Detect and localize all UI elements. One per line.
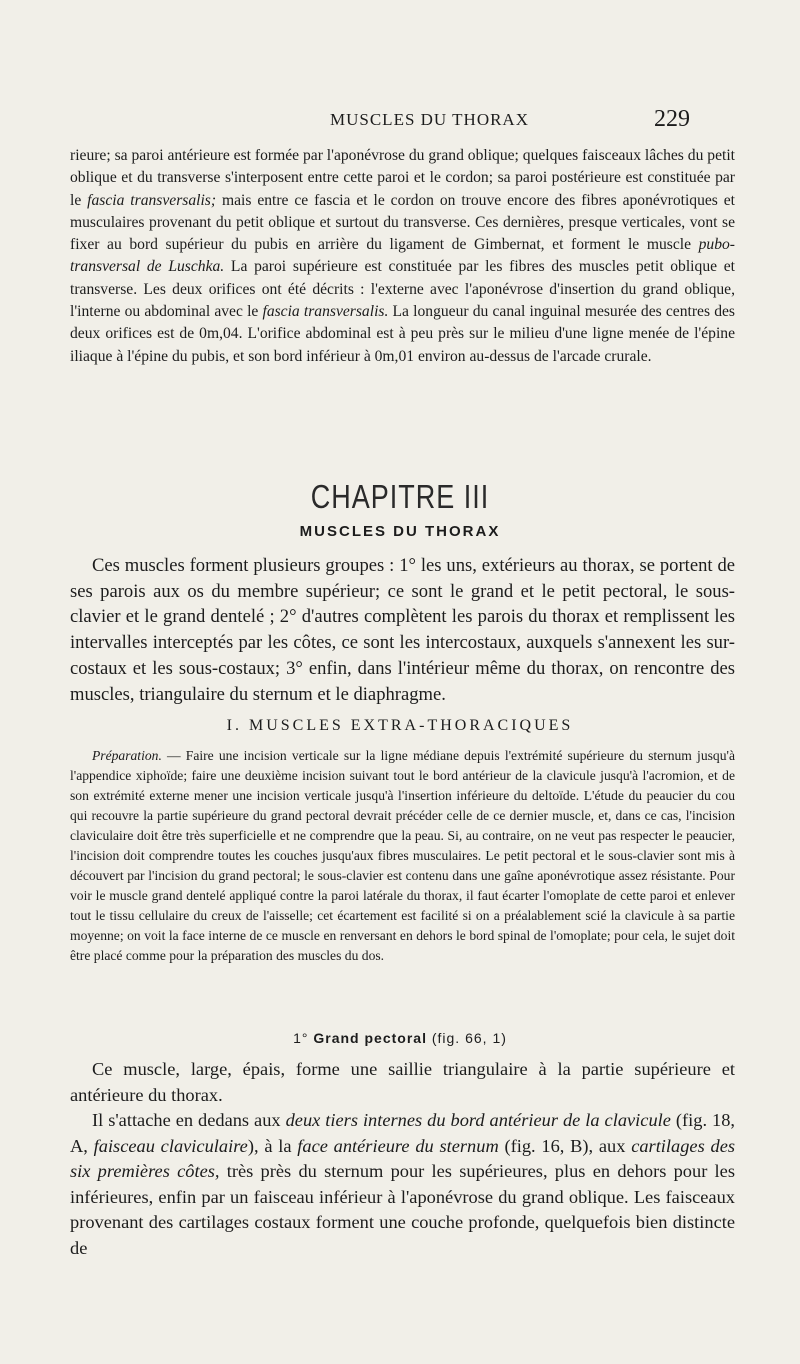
intro-text-4: La longueur du canal inguinal mesurée des centres des deux orifices est de 0m,04. L'orifice abdominal est à peu près sur le milieu d'une ligne menée de l'épine iliaque à l'épine du pubis, et son bord inférieur à 0m,01 environ au-dessus de l'arcade crurale. [70,303,735,365]
main-text-b: (fig. 18, A, [70,1110,735,1156]
intro-emphasis-3: fascia transversalis. [262,303,389,321]
running-title: MUSCLES DU THORAX [330,110,529,129]
main-emphasis-2: faisceau claviculaire [93,1135,248,1156]
main-emphasis-4: cartilages des six premières côtes, [70,1135,736,1181]
intro-paragraph [70,145,735,368]
running-header [0,106,800,136]
main-paragraph-1: Ce muscle, large, épais, forme une saillie triangulaire à la partie supérieure et antérieure du thorax. [70,1059,735,1105]
intro-text-1: rieure; sa paroi antérieure est formée par l'aponévrose du grand oblique; quelques faisceaux lâches du petit oblique et du transverse s'interposent entre cette paroi et le cordon; sa paroi postérieure est constituée par le [70,147,735,209]
page-number: 229 [654,106,690,132]
preparation-text: — Faire une incision verticale sur la ligne médiane depuis l'extrémité supérieure du sternum jusqu'à l'appendice xiphoïde; faire une deuxième incision suivant tout le bord antérieur de la clavicule jusqu'à l'acromion, et de son extrémité externe mener une incision verticale jusqu'à l'insertion inférieure du deltoïde. L'étude du peaucier du cou qui recouvre la partie supérieure du grand pectoral devrait précéder celle de ce dernier muscle, et, dans ce cas, l'incision claviculaire doit être très superficielle et ne comprendre que la peau. Si, au contraire, on ne veut pas respecter le peaucier, l'incision doit comprendre toutes les couches jusqu'aux fibres musculaires. Le petit pectoral et le sous-clavier sont mis à découvert par l'incision du grand pectoral; le sous-clavier est contenu dans une gaîne aponévrotique assez résistante. Pour voir le muscle grand dentelé appliqué contre la paroi latérale du thorax, il faut écarter l'omoplate de cette paroi et enlever tout le tissu cellulaire du creux de l'aisselle; cet écartement est facilité si on a préalablement scié la clavicule à sa partie moyenne; on voit la face interne de ce muscle en renversant en dehors le bord spinal de l'omoplate; pour cela, le sujet doit être placé comme pour la préparation des muscles du dos. [70,748,735,963]
intro-text-2: mais entre ce fascia et le cordon on trouve encore des fibres aponévrotiques et musculaires provenant du petit oblique et surtout du transverse. Ces dernières, presque verticales, vont se fixer au bord supérieur du pubis en arrière du ligament de Gimbernat, et forment le muscle [70,191,736,254]
preparation-lead: Préparation. [92,748,162,763]
chapter-subtitle: MUSCLES DU THORAX [299,523,501,540]
chapter-intro-paragraph [70,553,735,707]
main-text-d: (fig. 16, B), aux [498,1135,632,1156]
preparation-paragraph [70,746,735,966]
chapter-intro-text: Ces muscles forment plusieurs groupes : 1° les uns, extérieurs au thorax, se portent de ses parois aux os du membre supérieur; ce sont le grand et le petit pectoral, le sous-clavier et le grand dentelé ; 2° d'autres complètent les parois du thorax et remplissent les intervalles interceptés par les côtes, ce sont les intercostaux, auxquels s'annexent les sur-costaux et les sous-costaux; 3° enfin, dans l'intérieur même du thorax, on rencontre des muscles, triangulaire du sternum et le diaphragme. [70,555,735,705]
intro-emphasis-1: fascia transversalis; [87,191,217,209]
main-paragraph-2 [70,1108,735,1261]
main-emphasis-1: deux tiers internes du bord antérieur de la clavicule [285,1110,671,1130]
section-heading: I. MUSCLES EXTRA-THORACIQUES [226,717,574,734]
subsection-figure-ref: (fig. 66, 1) [431,1030,507,1046]
main-text-f: très près du sternum pour les supérieures, plus en dehors pour les inférieures, enfin par un faisceau inférieur à l'aponévrose du grand oblique. Les faisceaux provenant des cartilages costaux forment une couche profonde, quelquefois bien distincte de [70,1161,735,1258]
main-emphasis-3: face antérieure du sternum [297,1135,499,1156]
subsection-heading [0,1030,800,1046]
chapter-title: CHAPITRE III [310,478,490,516]
subsection-number: 1° [293,1030,309,1046]
main-text-a: Il s'attache en dedans aux [92,1110,286,1130]
main-text [70,1057,735,1261]
subsection-title: Grand pectoral [313,1030,427,1046]
intro-emphasis-2: pubo-transversal de Luschka. [70,236,735,276]
intro-text-3: La paroi supérieure est constituée par les fibres des muscles petit oblique et transverse. Les deux orifices ont été décrits : l'externe avec l'aponévrose d'insertion du grand oblique, l'interne ou abdominal avec le [70,258,736,321]
main-text-c: ), à la [247,1135,298,1156]
